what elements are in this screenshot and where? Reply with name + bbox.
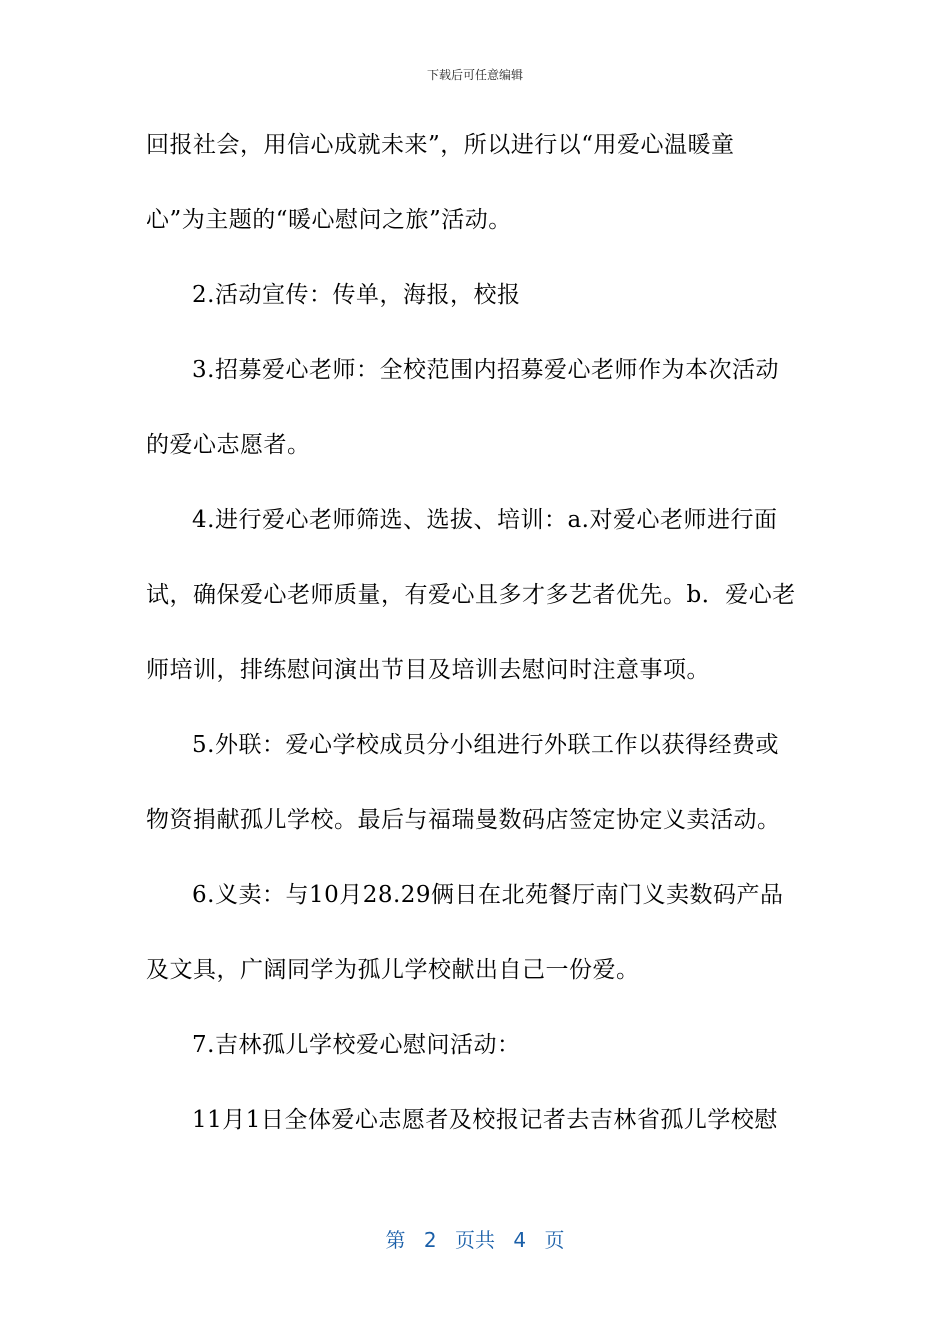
text-line-10: 物资捐献孤儿学校。最后与福瑞曼数码店签定协定义卖活动。 — [146, 807, 781, 833]
text-line-13: 7.吉林孤儿学校爱心慰问活动： — [192, 1032, 521, 1058]
text-line-9: 5.外联：爱心学校成员分小组进行外联工作以获得经费或 — [192, 732, 779, 758]
text-line-5: 的爱心志愿者。 — [146, 432, 311, 458]
page-suffix: 页 — [544, 1228, 565, 1252]
text-line-4: 3.招募爱心老师：全校范围内招募爱心老师作为本次活动 — [192, 357, 779, 383]
text-line-14: 11月1日全体爱心志愿者及校报记者去吉林省孤儿学校慰 — [192, 1107, 778, 1133]
text-line-6: 4.进行爱心老师筛选、选拔、培训：a.对爱心老师进行面 — [192, 507, 778, 533]
text-line-8: 师培训，排练慰问演出节目及培训去慰问时注意事项。 — [146, 657, 710, 683]
page-middle: 页共 — [455, 1228, 495, 1252]
text-line-12: 及文具，广阔同学为孤儿学校献出自己一份爱。 — [146, 957, 640, 983]
text-line-11: 6.义卖：与10月28.29俩日在北苑餐厅南门义卖数码产品 — [192, 882, 784, 908]
document-body — [146, 122, 806, 1172]
current-page-number: 2 — [423, 1228, 437, 1252]
page-footer — [0, 1224, 950, 1253]
total-pages-number: 4 — [513, 1228, 527, 1252]
text-line-2: 心”为主题的“暖心慰问之旅”活动。 — [146, 207, 512, 233]
text-line-3: 2.活动宣传：传单，海报，校报 — [192, 282, 521, 308]
text-line-1: 回报社会，用信心成就未来”，所以进行以“用爱心温暖童 — [146, 132, 735, 158]
text-line-7: 试，确保爱心老师质量，有爱心且多才多艺者优先。b．爱心老 — [146, 582, 796, 608]
header-note: 下载后可任意编辑 — [426, 68, 523, 82]
page-prefix: 第 — [385, 1228, 406, 1252]
